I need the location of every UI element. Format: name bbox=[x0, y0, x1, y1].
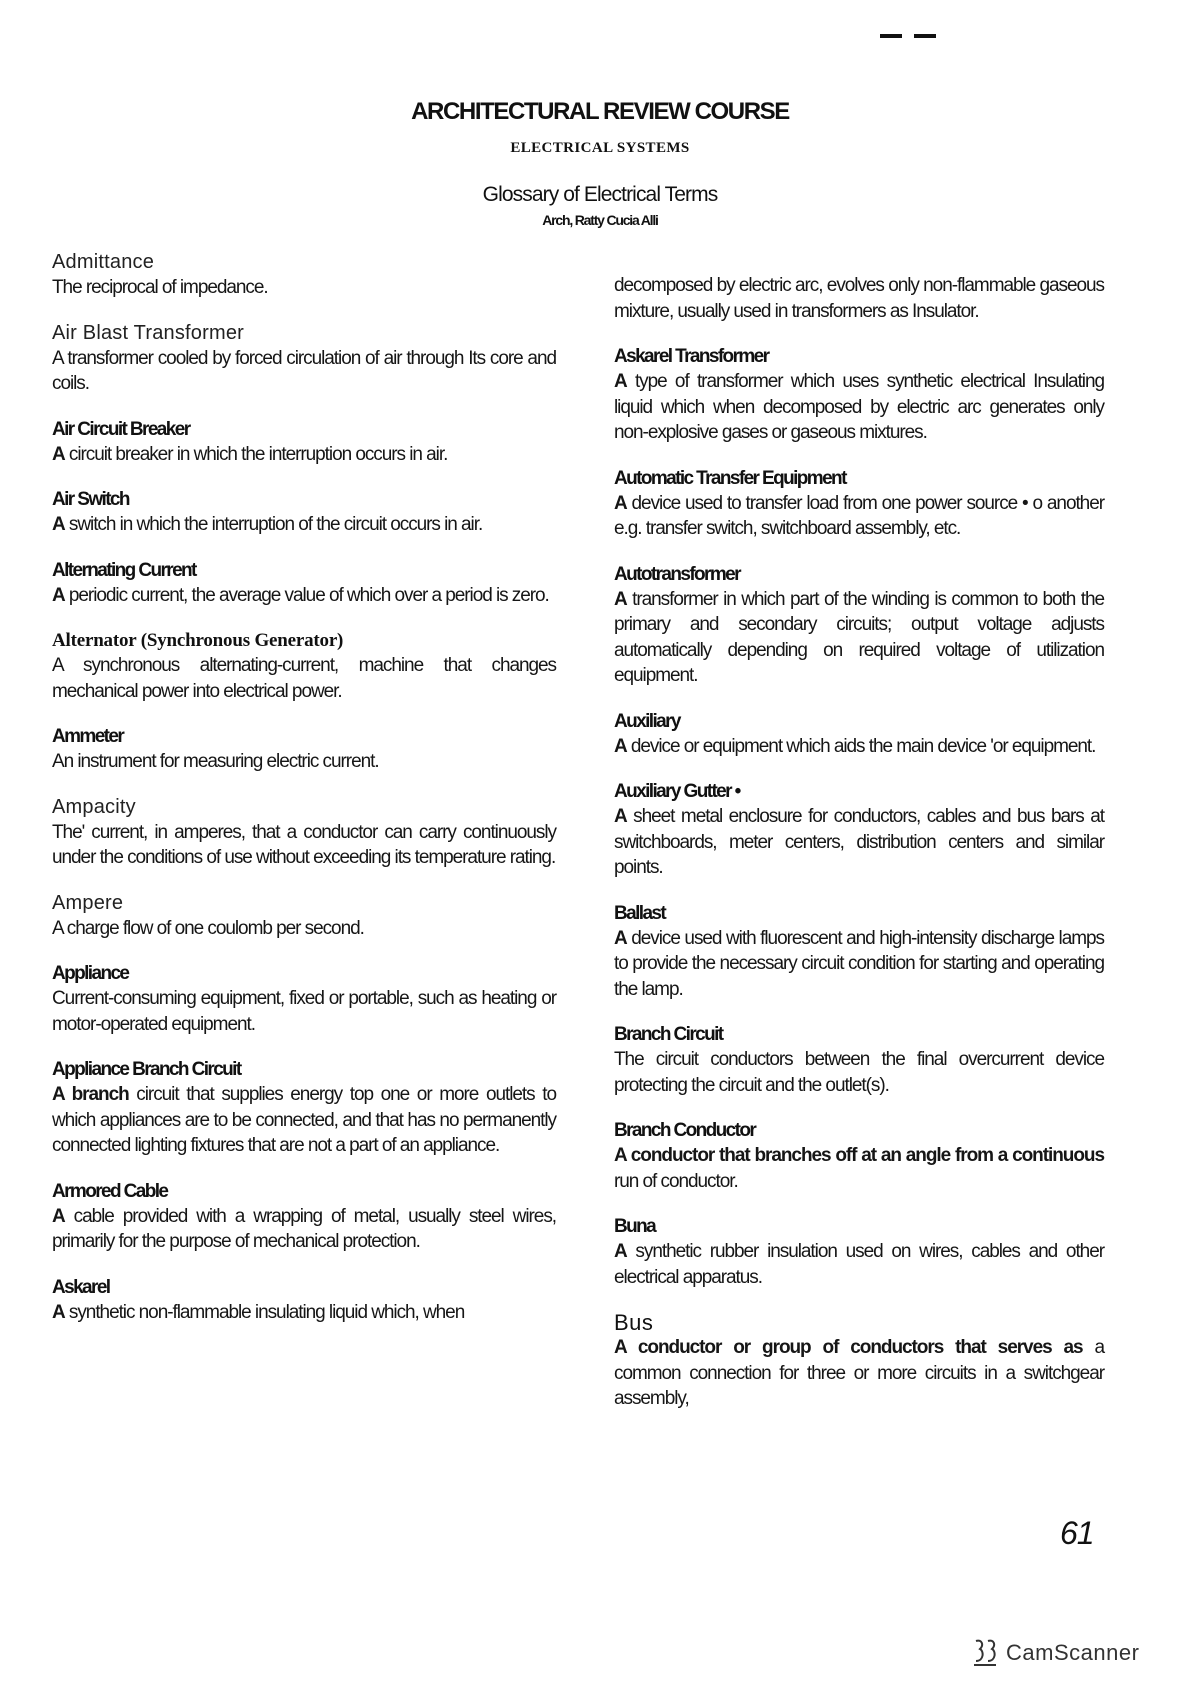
entry-definition bbox=[52, 583, 556, 609]
definition-lead: A bbox=[614, 735, 627, 757]
definition-lead: A conductor or group of conductors that serves as bbox=[614, 1337, 1083, 1358]
entry-term: Buna bbox=[614, 1216, 656, 1237]
definition-text: An instrument for measuring electric current. bbox=[52, 751, 379, 772]
course-title: ARCHITECTURAL REVIEW COURSE bbox=[411, 98, 789, 125]
definition-text: Current-consuming equipment, fixed or portable, such as heating or motor-operated equipment. bbox=[52, 988, 556, 1035]
entry-definition bbox=[614, 587, 1104, 689]
entry-term: Ballast bbox=[614, 902, 666, 924]
scan-marks bbox=[880, 34, 938, 38]
glossary-entry bbox=[52, 250, 556, 301]
definition-text: synthetic non-flammable insulating liquid which, when bbox=[64, 1301, 465, 1323]
definition-text: switch in which the interruption of the circuit occurs in air. bbox=[64, 514, 483, 535]
definition-lead: A bbox=[614, 371, 627, 392]
glossary-title: Glossary of Electrical Terms bbox=[482, 183, 718, 206]
entry-term: Ammeter bbox=[52, 726, 124, 747]
entry-definition bbox=[52, 916, 556, 942]
entry-definition bbox=[52, 512, 556, 538]
entry-definition bbox=[614, 491, 1104, 542]
entry-term: Branch Circuit bbox=[614, 1024, 723, 1045]
entry-definition bbox=[52, 1300, 556, 1326]
definition-lead: A bbox=[52, 1205, 65, 1227]
entry-definition bbox=[614, 926, 1104, 1003]
definition-text: transformer in which part of the winding is common to both the primary and secondary circuits; output voltage adjusts automatically depending on required voltage of utilization equipment. bbox=[614, 588, 1104, 686]
definition-lead: A bbox=[52, 514, 65, 535]
glossary-entry bbox=[52, 891, 556, 942]
definition-text: device used to transfer load from one power source • o another e.g. transfer switch, switchboard assembly, etc. bbox=[614, 492, 1104, 539]
entry-definition bbox=[52, 1082, 556, 1159]
entry-term: Admittance bbox=[52, 251, 155, 273]
definition-lead: A bbox=[52, 443, 65, 465]
entry-term: Air Switch bbox=[52, 489, 129, 510]
glossary-entry bbox=[614, 466, 1104, 542]
glossary-entry bbox=[614, 709, 1104, 760]
entry-term: Auxiliary bbox=[614, 710, 680, 732]
definition-text: synthetic rubber insulation used on wires, cables and other electrical apparatus. bbox=[614, 1241, 1104, 1288]
glossary-entry-continued bbox=[614, 273, 1104, 324]
glossary-entry bbox=[52, 628, 556, 704]
entry-term: Alternator (Synchronous Generator) bbox=[52, 630, 344, 651]
entry-term: Askarel bbox=[52, 1276, 110, 1298]
glossary-entry bbox=[614, 901, 1104, 1003]
glossary-entry bbox=[52, 487, 556, 538]
definition-text: run of conductor. bbox=[614, 1170, 738, 1192]
entry-definition bbox=[52, 653, 556, 704]
definition-lead: A bbox=[614, 806, 627, 827]
definition-text: The reciprocal of impedance. bbox=[52, 277, 268, 298]
glossary-entry bbox=[52, 1057, 556, 1159]
definition-lead: A bbox=[614, 1241, 627, 1262]
entry-term: Appliance bbox=[52, 963, 129, 984]
glossary-entry bbox=[614, 779, 1104, 881]
glossary-entry bbox=[52, 321, 556, 397]
entry-term: Air Circuit Breaker bbox=[52, 418, 190, 440]
entry-definition bbox=[52, 1204, 556, 1255]
definition-lead: A conductor that branches off at an angle from a continuous bbox=[614, 1145, 1104, 1166]
left-column bbox=[52, 250, 556, 1345]
definition-lead: A branch bbox=[52, 1084, 129, 1105]
glossary-entry bbox=[614, 1214, 1104, 1290]
entry-definition bbox=[614, 1143, 1104, 1194]
glossary-entry bbox=[614, 562, 1104, 689]
glossary-entry bbox=[52, 417, 556, 468]
definition-text: A charge flow of one coulomb per second. bbox=[52, 917, 364, 939]
entry-definition bbox=[614, 804, 1104, 881]
entry-term: Branch Conductor bbox=[614, 1120, 756, 1141]
definition-text: circuit breaker in which the interruption occurs in air. bbox=[64, 443, 448, 465]
definition-text: A transformer cooled by forced circulation of air through Its core and coils. bbox=[52, 347, 556, 394]
definition-text: The' current, in amperes, that a conductor can carry continuously under the conditions of use without exceeding its temperature rating. bbox=[52, 821, 556, 868]
entry-term: Askarel Transformer bbox=[614, 346, 769, 367]
entry-definition bbox=[614, 1239, 1104, 1290]
entry-definition bbox=[52, 820, 556, 871]
entry-definition bbox=[614, 734, 1104, 760]
definition-text: A synchronous alternating-current, machine that changes mechanical power into electrical power. bbox=[52, 655, 556, 702]
definition-text: sheet metal enclosure for conductors, cables and bus bars at switchboards, meter centers, distribution centers and similar points. bbox=[614, 806, 1104, 878]
entry-term: Ampacity bbox=[52, 795, 136, 818]
glossary-entry bbox=[614, 1022, 1104, 1098]
glossary-entry bbox=[52, 961, 556, 1037]
entry-definition bbox=[614, 369, 1104, 446]
definition-text: cable provided with a wrapping of metal, usually steel wires, primarily for the purpose of mechanical protection. bbox=[52, 1205, 556, 1252]
glossary-entry bbox=[614, 1118, 1104, 1194]
entry-term: Automatic Transfer Equipment bbox=[614, 467, 846, 489]
entry-term: Appliance Branch Circuit bbox=[52, 1059, 241, 1080]
right-column bbox=[614, 273, 1104, 1432]
glossary-entry bbox=[614, 1310, 1104, 1412]
definition-text: device used with fluorescent and high-intensity discharge lamps to provide the necessary circuit condition for starting and operating the lamp. bbox=[614, 927, 1104, 1000]
definition-lead: A bbox=[614, 588, 627, 610]
glossary-entry bbox=[52, 724, 556, 775]
camscanner-logo-icon bbox=[972, 1635, 998, 1671]
entry-definition bbox=[52, 442, 556, 468]
definition-text: a common connection for three or more circuits in a switchgear assembly, bbox=[614, 1337, 1104, 1409]
definition-text: device or equipment which aids the main device 'or equipment. bbox=[626, 735, 1096, 757]
definition-text: type of transformer which uses synthetic electrical Insulating liquid which when decomposed by electric arc generates only non-explosive gases or gaseous mixtures. bbox=[614, 371, 1104, 443]
watermark-text: CamScanner bbox=[1006, 1640, 1140, 1665]
definition-text: The circuit conductors between the final overcurrent device protecting the circuit and the outlet(s). bbox=[614, 1049, 1104, 1096]
definition-lead: A bbox=[614, 492, 627, 514]
subject-title: ELECTRICAL SYSTEMS bbox=[510, 140, 690, 156]
glossary-entry bbox=[52, 1179, 556, 1255]
entry-term: Bus bbox=[614, 1310, 654, 1335]
entry-definition bbox=[52, 749, 556, 775]
entry-definition bbox=[614, 273, 1104, 324]
page-number: 61 bbox=[1060, 1515, 1094, 1551]
entry-term: Air Blast Transformer bbox=[52, 321, 245, 344]
definition-lead: A bbox=[614, 927, 627, 949]
definition-text: circuit that supplies energy top one or more outlets to which appliances are to be connected, and that has no permanently connected lighting fixtures that are not a part of an appliance. bbox=[52, 1084, 556, 1156]
entry-definition bbox=[52, 986, 556, 1037]
entry-definition bbox=[614, 1335, 1104, 1412]
definition-text: decomposed by electric arc, evolves only non-flammable gaseous mixture, usually used in transformers as Insulator. bbox=[614, 275, 1104, 322]
author-line: Arch, Ratty Cucia Alli bbox=[542, 212, 658, 228]
entry-definition bbox=[614, 1047, 1104, 1098]
definition-lead: A bbox=[52, 1301, 65, 1323]
glossary-entry bbox=[52, 558, 556, 609]
entry-definition bbox=[52, 346, 556, 397]
glossary-entry bbox=[52, 795, 556, 871]
entry-term: Autotransformer bbox=[614, 563, 740, 585]
entry-term: Armored Cable bbox=[52, 1180, 168, 1202]
entry-term: Alternating Current bbox=[52, 559, 196, 581]
entry-term: Auxiliary Gutter • bbox=[614, 781, 740, 802]
definition-lead: A bbox=[52, 584, 65, 606]
glossary-entry bbox=[614, 344, 1104, 446]
entry-definition bbox=[52, 275, 556, 301]
camscanner-watermark bbox=[972, 1635, 1139, 1671]
entry-term: Ampere bbox=[52, 891, 124, 914]
definition-text: periodic current, the average value of which over a period is zero. bbox=[64, 584, 549, 606]
glossary-entry bbox=[52, 1275, 556, 1326]
